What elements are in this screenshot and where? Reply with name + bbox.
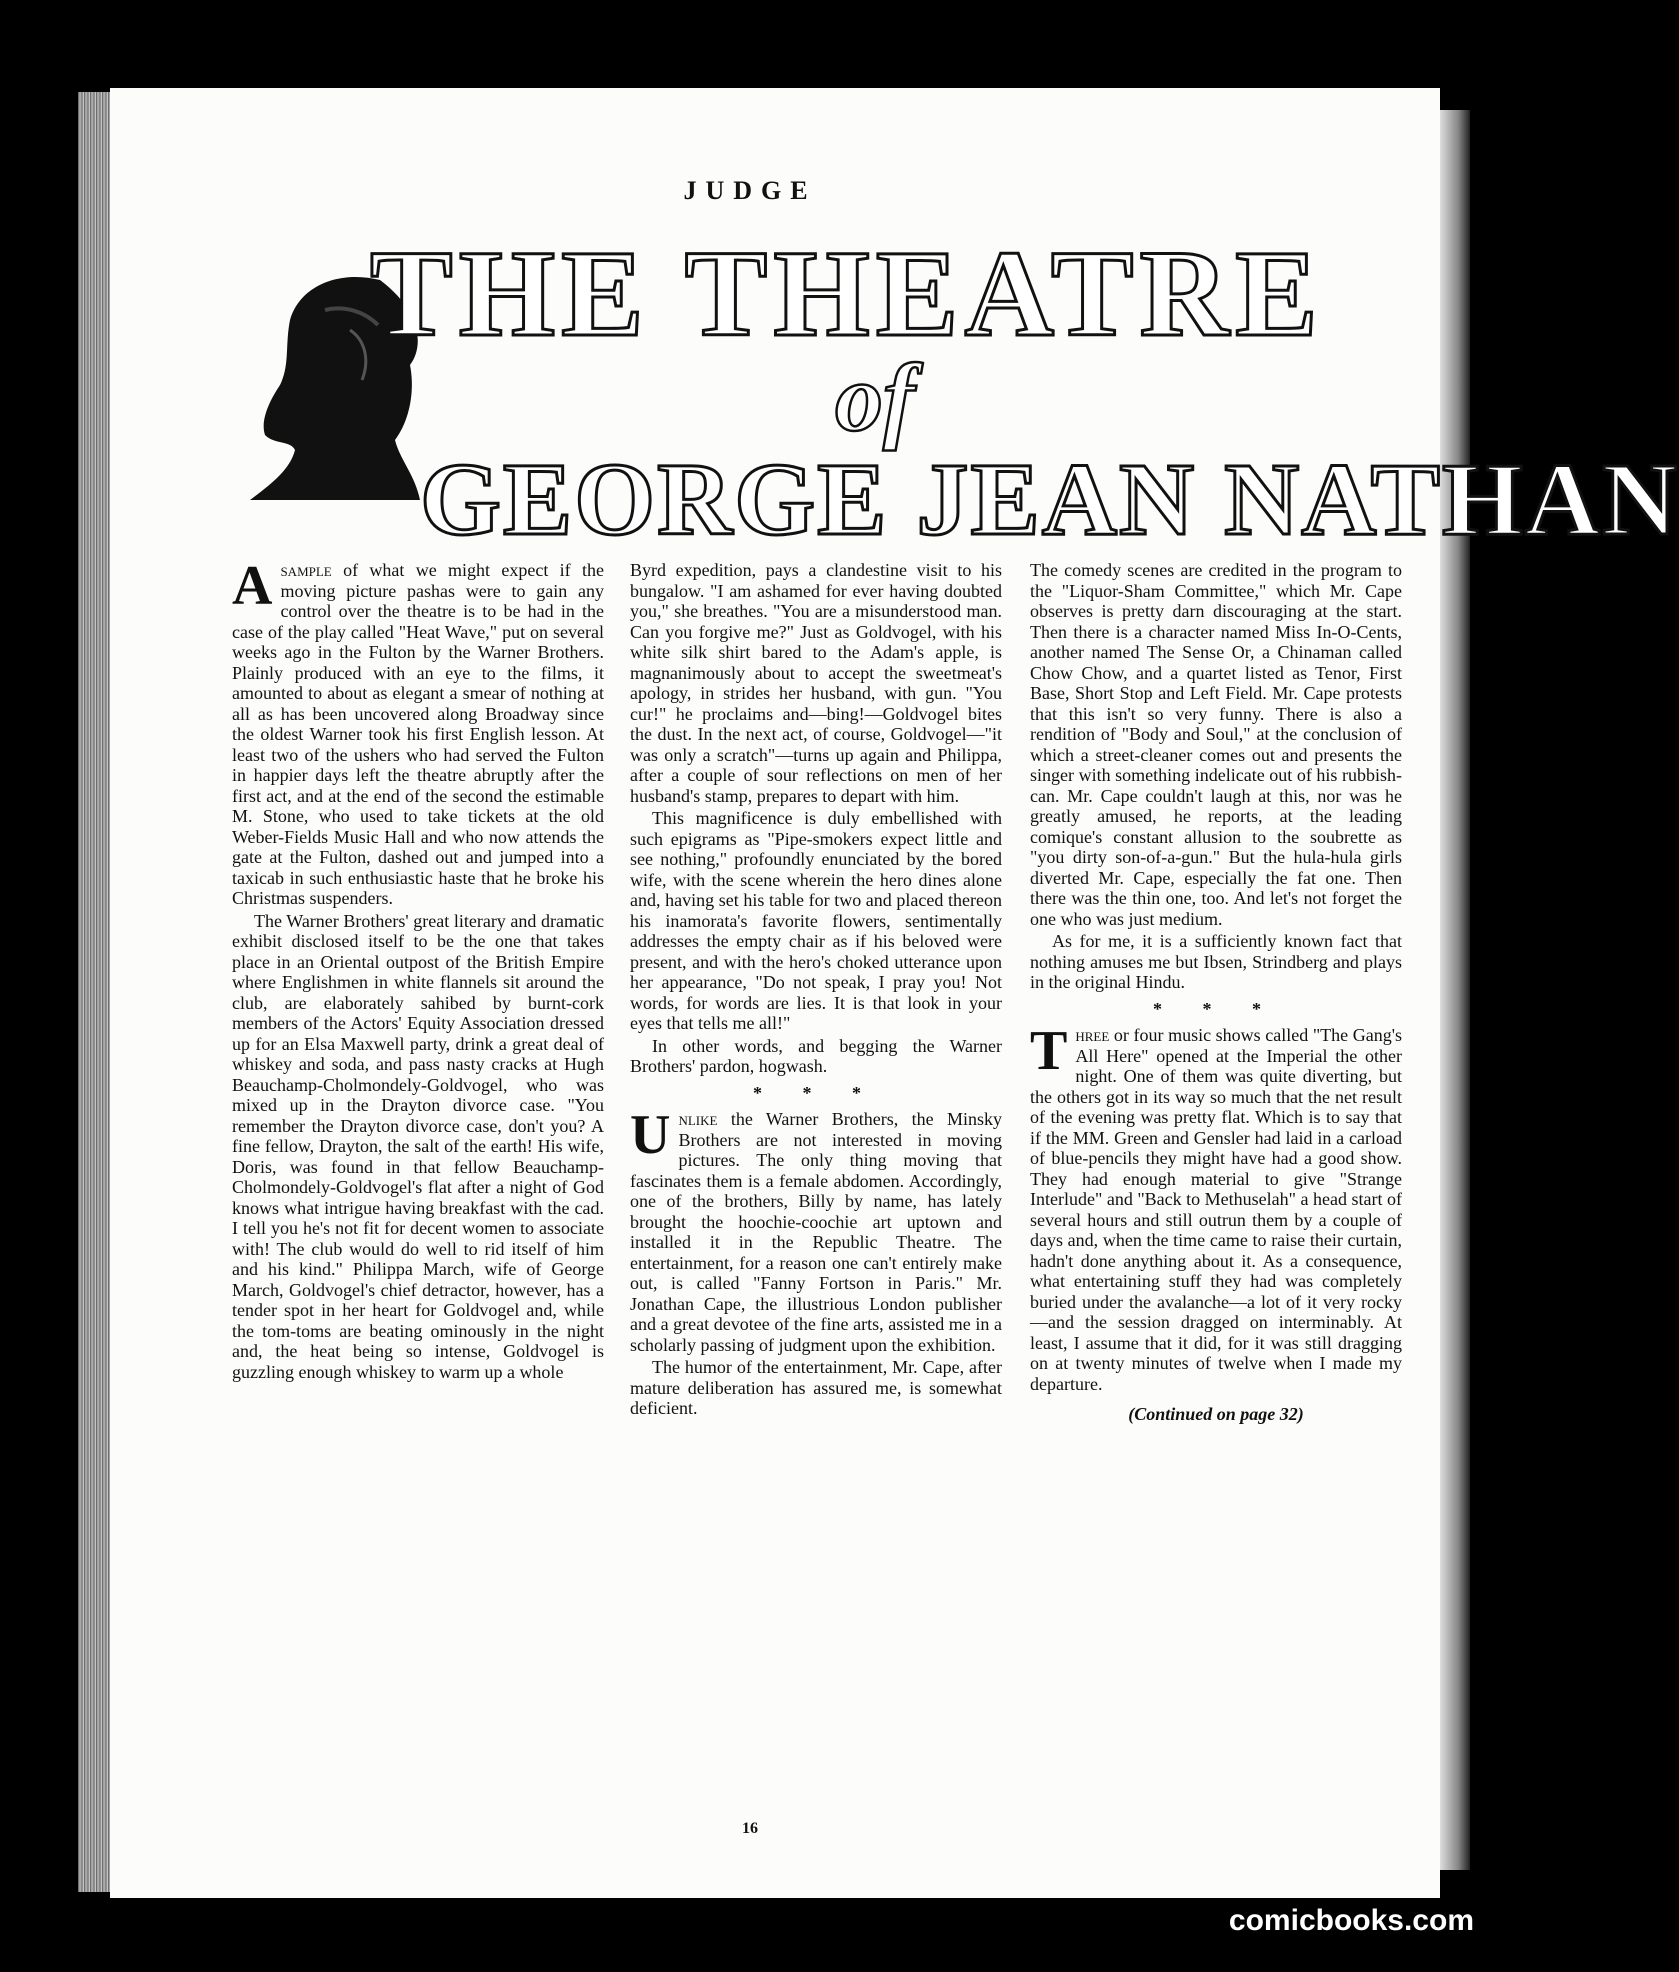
paragraph: As for me, it is a sufficiently known fact that nothing amuses me but Ibsen, Strindberg and plays in the original Hindu. [1030, 931, 1402, 992]
drop-cap: T [1030, 1020, 1068, 1082]
masthead: JUDGE [683, 176, 817, 205]
continued-note: (Continued on page 32) [1128, 1404, 1304, 1424]
page-number: 16 [742, 1820, 758, 1837]
paragraph: The humor of the entertainment, Mr. Cape, after mature deliberation has assured me, is somewhat deficient. [630, 1357, 1002, 1418]
paragraph-text: the Warner Brothers, the Minsky Brothers are not interested in moving pictures. The only thing moving that fascinates them is a female abdomen. Accordingly, one of the brothers, Billy by name, has lately brought the hoochie-coochie art uptown and installed it in the Republic Theatre. The entertainment, for a reason one can't entirely make out, is called "Fanny Fortson in Paris." Mr. Jonathan Cape, the illustrious London publisher and a great devotee of the fine arts, assisted me in a scholarly passing of judgment upon the exhibition. [630, 1109, 1002, 1355]
article-column-2 [630, 560, 1002, 1421]
watermark: comicbooks.com [1228, 1904, 1474, 1937]
drop-cap: U [630, 1104, 671, 1166]
section-divider: * * * [753, 1082, 879, 1103]
lead-word: hree [1075, 1025, 1110, 1045]
article-column-3 [1030, 560, 1402, 1425]
paragraph [232, 555, 604, 909]
paragraph-text: of what we might expect if the moving picture pashas were to gain any control over the theatre is to be had in the case of the play called "Heat Wave," put on several weeks ago in the Fulton by the Warner Brothers. Plainly produced with an eye to the films, it amounted to about as elegant a smear of nothing at all as has been uncovered along Broadway since the oldest Warner took his first English lesson. At least two of the ushers who had served the Fulton in happier days left the theatre abruptly after the first act, and at the end of the second the estimable M. Stone, who used to take tickets at the old Weber-Fields Music Hall and who now attends the gate at the Fulton, dashed out and jumped into a taxicab in such enthusiastic haste that he broke his Christmas suspenders. [232, 560, 604, 908]
headline-line-3: GEORGE JEAN NATHAN [420, 442, 1679, 557]
paragraph: In other words, and begging the Warner Brothers' pardon, hogwash. [630, 1035, 1002, 1076]
lead-word: nlike [678, 1109, 718, 1129]
right-page-edge [1440, 110, 1470, 1870]
headline-line-1: THE THEATRE [370, 225, 1324, 362]
article-column-1 [232, 555, 604, 1384]
drop-cap: A [232, 555, 273, 617]
lead-word: sample [280, 560, 332, 580]
headline-line-2: of [835, 344, 915, 451]
paragraph-text: or four music shows called "The Gang's All Here" opened at the Imperial the other night. One of them was quite diverting, but the others got in its way so much that the net result of the evening was pretty flat. Which is to say that if the MM. Green and Gensler had laid in a carload of blue-pencils they might have had a good show. They had enough material to give "Strange Interlude" and "Back to Methuselah" a head start of several hours and still outrun them by a couple of days and, when the time came to raise their curtain, hadn't done anything about it. As a consequence, what entertaining stuff they had was completely buried under the avalanche—a lot of it very rocky—and the session dragged on interminably. At least, I assume that it did, for it was still dragging on at twenty minutes of twelve when I made my departure. [1030, 1025, 1402, 1394]
paragraph: This magnificence is duly embellished with such epigrams as "Pipe-smokers expect little and see nothing," profoundly enunciated by the bored wife, with the scene wherein the hero dines alone and, having set his table for two and placed thereon his inamorata's favorite flowers, sentimentally addresses the empty chair as if his beloved were present, and with the hero's choked utterance upon her appearance, "Do not speak, I pray you! Not words, for words are lies. It is that look in your eyes that tells me all!" [630, 808, 1002, 1033]
paragraph [630, 1104, 1002, 1355]
paragraph: The Warner Brothers' great literary and dramatic exhibit disclosed itself to be the one that takes place in an Oriental outpost of the British Empire where Englishmen in white flannels sit around the club, are elaborately sahibed by burnt-cork members of the Actors' Equity Association dressed up for an Elsa Maxwell party, drink a great deal of whiskey and soda, and pass nasty cracks at Hugh Beauchamp-Cholmondely-Goldvogel, who was mixed up in the Drayton divorce case. "You remember the Drayton divorce case, don't you? A fine fellow, Drayton, the salt of the earth! His wife, Doris, was found in that fellow Beauchamp-Cholmondely-Goldvogel's flat after a night of God knows what intrigue having breakfast with the cad. I tell you he's not fit for decent women to associate with! The club would do well to rid itself of him and his kind." Philippa March, wife of George March, Goldvogel's chief detractor, however, has a tender spot in her heart for Goldvogel and, while the tom-toms are beating ominously in the night and, the heat being so intense, Goldvogel is guzzling enough whiskey to warm up a whole [232, 910, 604, 1382]
paragraph: The comedy scenes are credited in the program to the "Liquor-Sham Committee," which Mr. Cape observes is pretty darn discouraging at the start. Then there is a character named Miss In-O-Cents, another named The Sense Or, a Chinaman called Chow Chow, and a quartet listed as Tenor, First Base, Short Stop and Left Field. Mr. Cape protests that this isn't so very funny. There is also a rendition of "Body and Soul," at the conclusion of which a street-cleaner comes out and presents the singer with something indelicate out of his rubbish-can. Mr. Cape couldn't laugh at this, nor was he greatly amused, he reports, at the leading comique's constant allusion to the soubrette as "you dirty son-of-a-gun." But the hula-hula girls diverted Mr. Cape, especially the fat one. Then there was the thin one, too. And let's not forget the one who was just medium. [1030, 560, 1402, 929]
section-divider: * * * [1153, 998, 1279, 1019]
paragraph [1030, 1020, 1402, 1394]
paragraph: Byrd expedition, pays a clandestine visit to his bungalow. "I am ashamed for ever having doubted you," she breathes. "You are a misunderstood man. Can you forgive me?" Just as Goldvogel, with his white silk shirt bared to the Adam's apple, is magnanimously about to accept the sweetmeat's apology, in strides her husband, with gun. "You cur!" he proclaims and—bing!—Goldvogel bites the dust. In the next act, of course, Goldvogel—"it was only a scratch"—turns up again and Philippa, after a couple of sour reflections on men of her husband's stamp, prepares to depart with him. [630, 560, 1002, 806]
